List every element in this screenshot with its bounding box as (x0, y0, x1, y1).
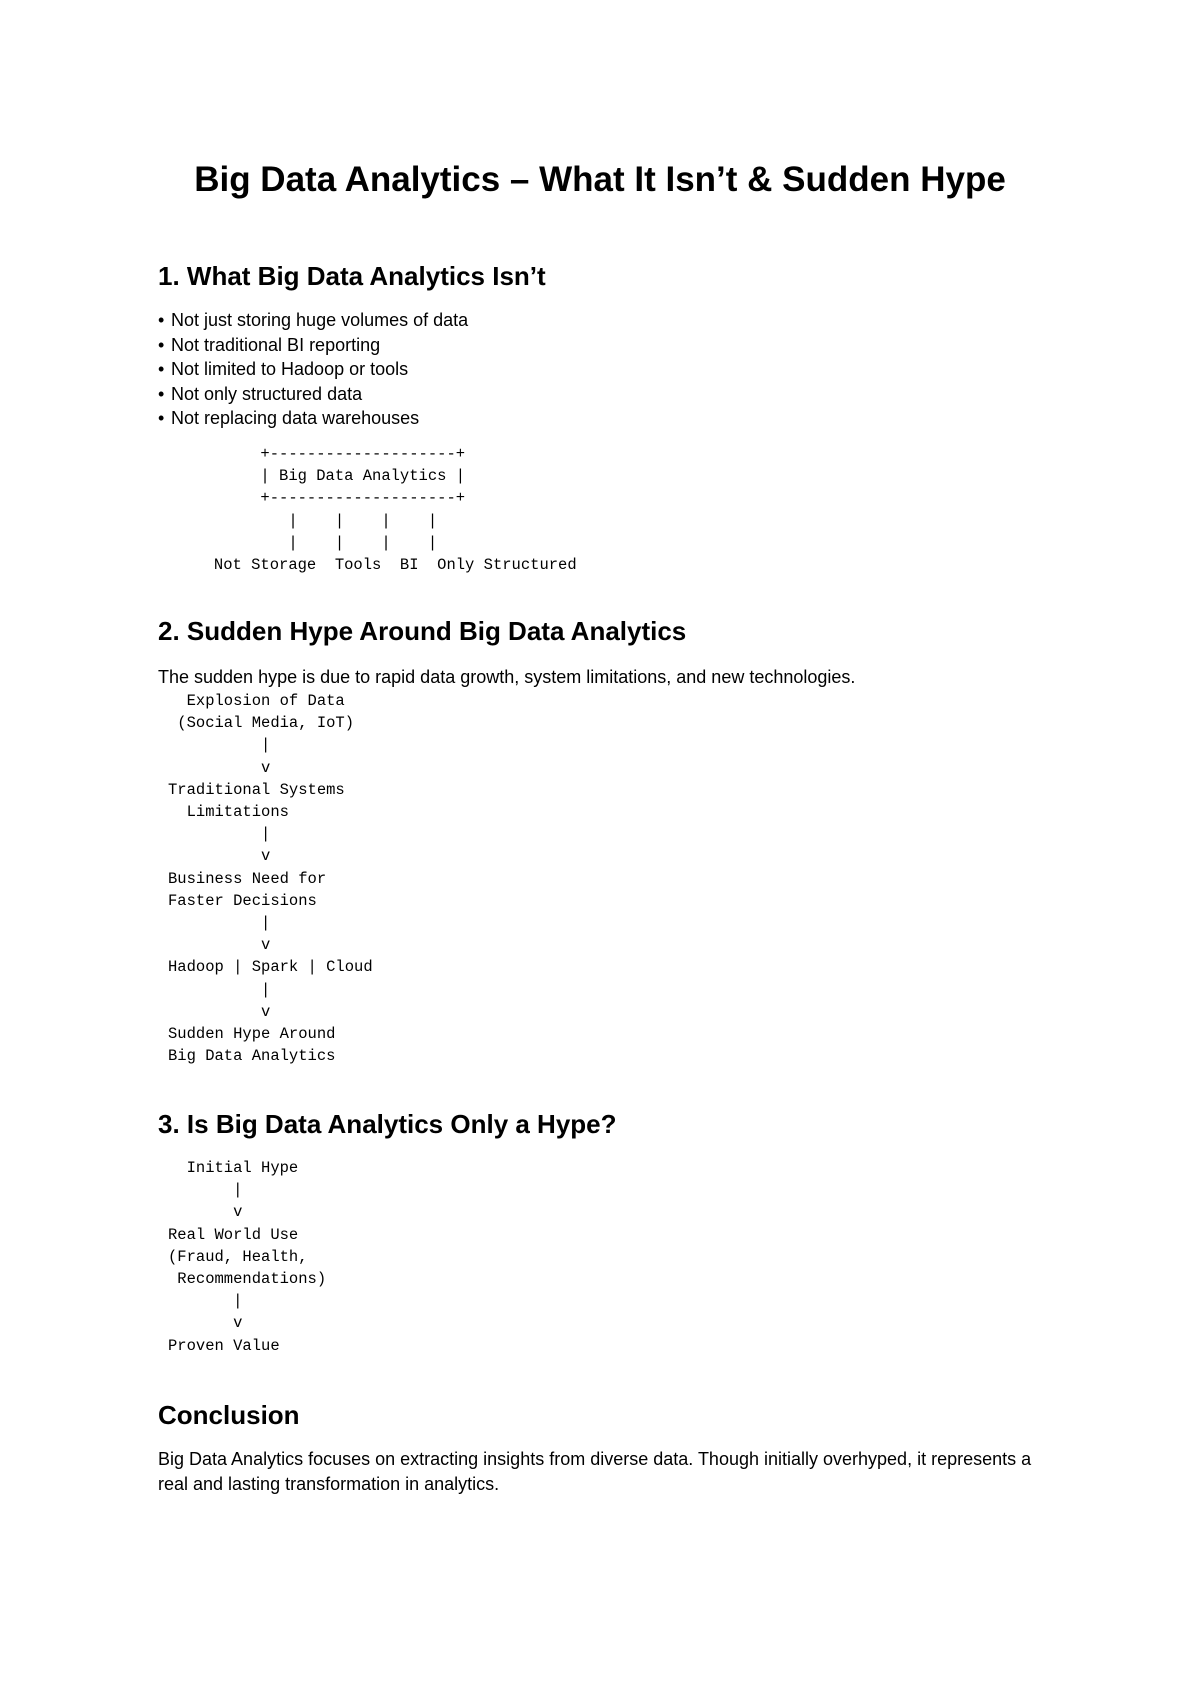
section-2-heading: 2. Sudden Hype Around Big Data Analytics (158, 616, 687, 646)
bullet-symbol: • (158, 359, 165, 379)
section-2-intro: The sudden hype is due to rapid data growth, system limitations, and new technologies. (158, 667, 856, 687)
conclusion-heading: Conclusion (158, 1400, 300, 1430)
section-1-bullet-list (158, 308, 468, 431)
bullet-item (158, 382, 468, 407)
section-2-ascii-flowchart: Explosion of Data (Social Media, IoT) | v Traditional Systems Limitations | v Business Need for Faster Decisions | v Hadoop | Spark | Cloud | v Sudden Hype Around Big Data Analytics (168, 692, 373, 1066)
section-1-ascii-diagram: +--------------------+ | Big Data Analytics | +--------------------+ | | | | | | | | Not Storage Tools BI Only Structured (213, 445, 577, 575)
document-title: Big Data Analytics – What It Isn’t & Sudden Hype (194, 160, 1006, 199)
section-3-ascii-flowchart: Initial Hype | v Real World Use (Fraud, Health, Recommendations) | v Proven Value (168, 1159, 327, 1355)
bullet-text: Not just storing huge volumes of data (171, 310, 469, 330)
bullet-item (158, 406, 468, 431)
bullet-item (158, 357, 468, 382)
bullet-item (158, 308, 468, 333)
bullet-text: Not only structured data (171, 383, 363, 404)
conclusion-text: Big Data Analytics focuses on extracting insights from diverse data. Though initially overhyped, it represents a real and lasting transformation in analytics. (158, 1449, 1032, 1494)
bullet-symbol: • (158, 383, 165, 404)
bullet-text: Not limited to Hadoop or tools (171, 359, 409, 379)
bullet-symbol: • (158, 310, 165, 330)
bullet-item (158, 333, 468, 358)
bullet-text: Not traditional BI reporting (171, 334, 381, 355)
bullet-symbol: • (158, 334, 165, 355)
section-3-heading: 3. Is Big Data Analytics Only a Hype? (158, 1109, 617, 1139)
bullet-symbol: • (158, 408, 165, 428)
bullet-text: Not replacing data warehouses (171, 408, 420, 428)
section-1-heading: 1. What Big Data Analytics Isn’t (158, 261, 546, 291)
